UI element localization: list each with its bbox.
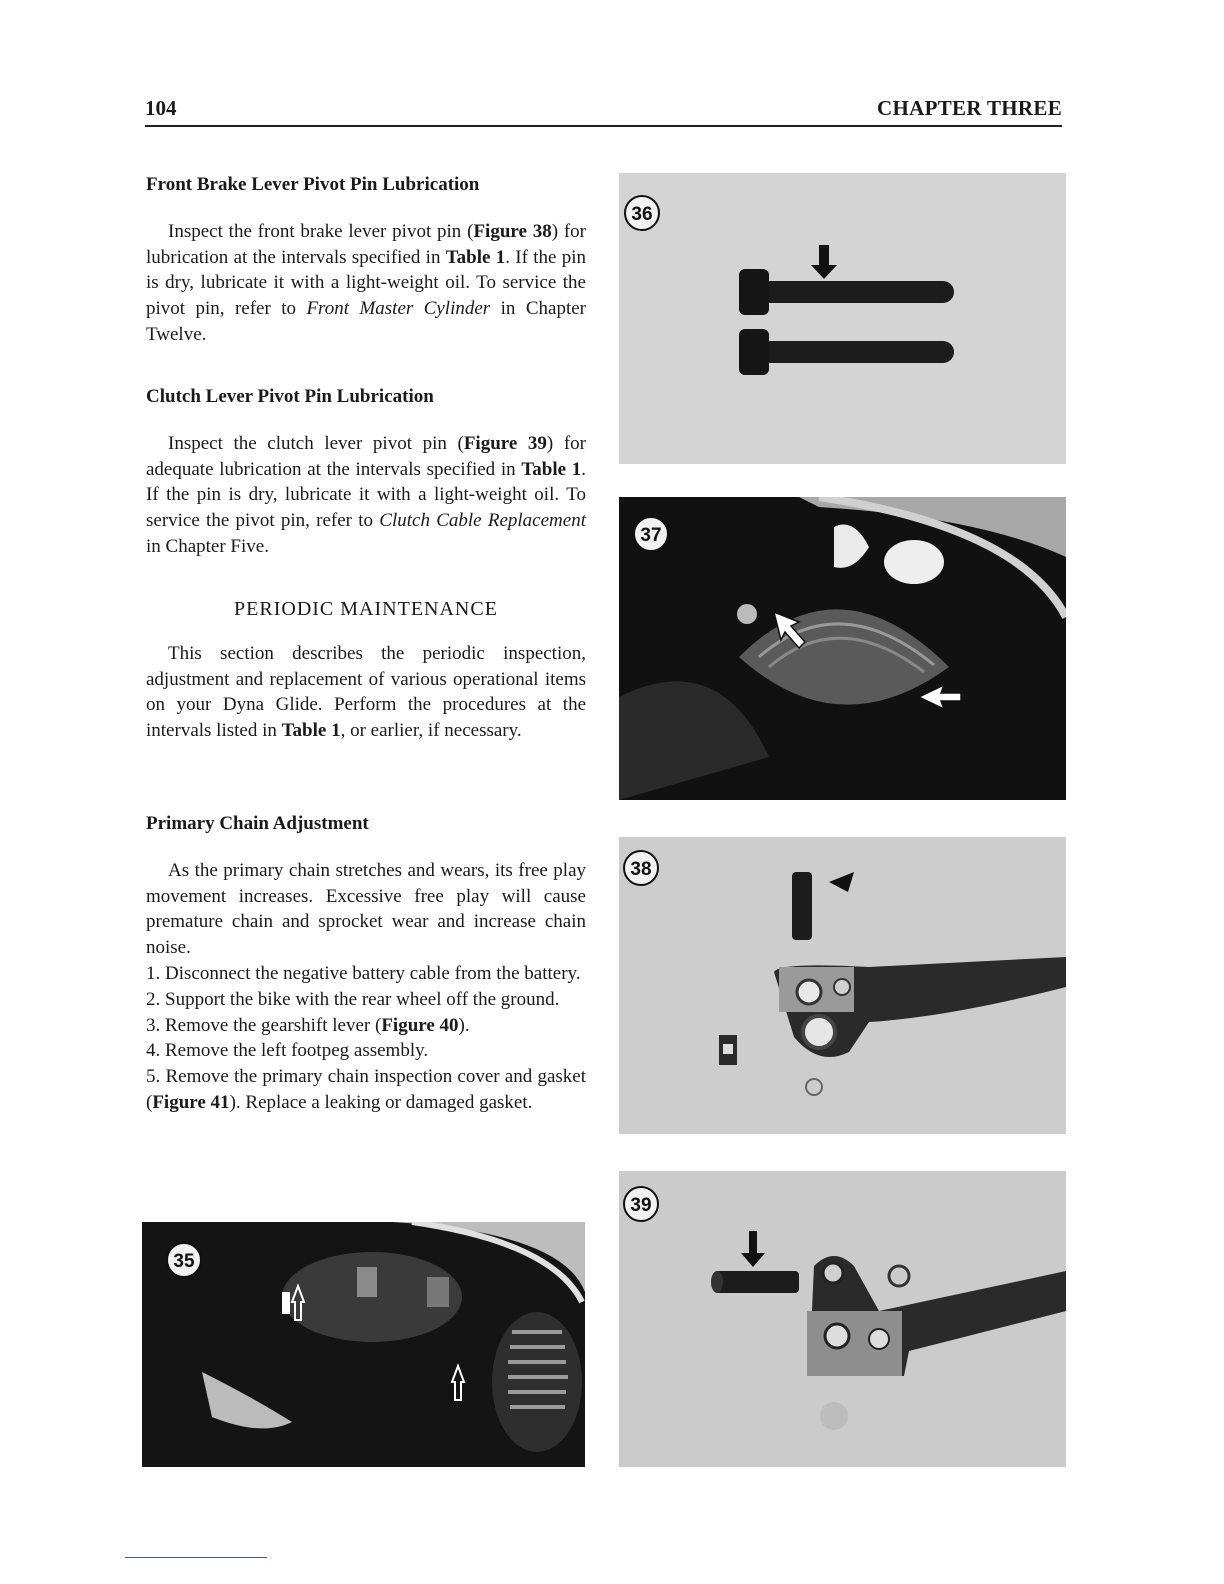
page-number: 104	[145, 96, 177, 120]
step-4: 4. Remove the left footpeg assembly.	[146, 1040, 429, 1062]
chapter-title: CHAPTER THREE	[877, 96, 1062, 120]
figure-38-photo	[619, 837, 1066, 1134]
figure-38-image	[619, 837, 1066, 1134]
figure-35-photo	[142, 1222, 585, 1467]
periodic-maintenance-paragraph: This section describes the periodic inspection, adjustment and replacement of various operational items on your Dyna Glide. Perform the procedures at the intervals listed in Table 1, or earlier, if necessary.	[146, 642, 586, 742]
figure-39-image	[619, 1171, 1066, 1467]
figure-38-label: 38	[630, 859, 652, 880]
periodic-maintenance-section	[146, 597, 586, 744]
arrow-1-icon	[282, 1292, 290, 1314]
figure-35-label: 35	[173, 1251, 195, 1272]
clutch-lever-paragraph: Inspect the clutch lever pivot pin (Figure 39) for adequate lubrication at the intervals specified in Table 1. If the pin is dry, lubricate it with a light-weight oil. To service the pivot pin, refer to Clutch Cable Replacement in Chapter Five.	[146, 432, 586, 557]
periodic-maintenance-heading: PERIODIC MAINTENANCE	[234, 598, 498, 620]
primary-chain-section	[146, 811, 586, 1116]
front-brake-section	[146, 172, 586, 348]
step-2: 2. Support the bike with the rear wheel off the ground.	[146, 988, 560, 1010]
footer-rule	[125, 1557, 267, 1558]
figure-37-label: 37	[640, 525, 662, 546]
front-brake-paragraph: Inspect the front brake lever pivot pin (Figure 38) for lubrication at the intervals specified in Table 1. If the pin is dry, lubricate it with a light-weight oil. To service the pivot pin, refer to Front Master Cylinder in Chapter Twelve.	[146, 220, 586, 345]
figure-35-image	[142, 1222, 585, 1467]
figure-37-photo	[619, 497, 1066, 800]
header-rule	[145, 125, 1062, 127]
step-5: 5. Remove the primary chain inspection cover and gasket (Figure 41). Replace a leaking or damaged gasket.	[146, 1066, 586, 1113]
clutch-lever-heading: Clutch Lever Pivot Pin Lubrication	[146, 386, 434, 407]
step-1: 1. Disconnect the negative battery cable from the battery.	[146, 962, 581, 984]
figure-39-photo	[619, 1171, 1066, 1467]
figure-36-label: 36	[631, 204, 653, 225]
front-brake-heading: Front Brake Lever Pivot Pin Lubrication	[146, 174, 480, 195]
primary-chain-heading: Primary Chain Adjustment	[146, 813, 369, 834]
figure-37-image	[619, 497, 1066, 800]
figure-36-image	[619, 173, 1066, 464]
figure-39-label: 39	[630, 1195, 652, 1216]
primary-chain-intro: As the primary chain stretches and wears, its free play movement increases. Excessive free play will cause premature chain and sprocket wear and increase chain noise.	[146, 859, 586, 959]
step-3: 3. Remove the gearshift lever (Figure 40).	[146, 1014, 470, 1036]
figure-36-photo	[619, 173, 1066, 464]
clutch-lever-section	[146, 384, 586, 560]
